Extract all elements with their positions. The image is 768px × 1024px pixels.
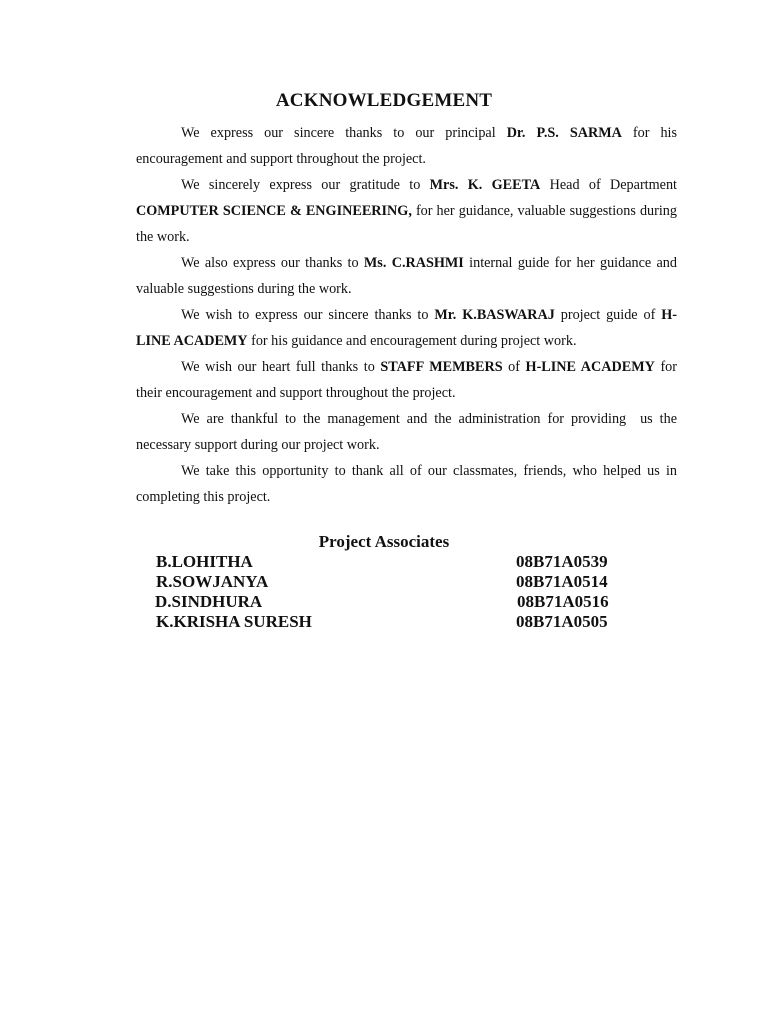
- project-guide-name: Mr. K.BASWARAJ: [434, 307, 555, 323]
- associate-row: [156, 612, 616, 632]
- associates-list: [156, 552, 616, 632]
- associate-name: B.LOHITHA: [156, 552, 253, 571]
- text-run: for her guidance, valuable suggestions during the work.: [136, 203, 677, 245]
- paragraph-hod: [136, 172, 677, 250]
- associate-name: R.SOWJANYA: [156, 572, 269, 591]
- associate-roll-number: 08B71A0539: [516, 552, 608, 571]
- text-run: Head of Department: [540, 177, 677, 193]
- paragraph-staff: [136, 354, 677, 406]
- associate-name: D.SINDHURA: [155, 592, 263, 611]
- academy-name: H-LINE ACADEMY: [136, 307, 677, 349]
- text-run: We wish our heart full thanks to: [181, 359, 381, 375]
- paragraph-management: [136, 406, 681, 458]
- text-run: for his guidance and encouragement during project work.: [247, 333, 577, 349]
- associate-roll-number: 08B71A0516: [517, 592, 609, 611]
- text-run: for his encouragement and support throughout the project.: [136, 125, 677, 167]
- acknowledgement-body: [136, 120, 681, 510]
- associate-row: [156, 572, 616, 592]
- text-run: internal guide for her guidance and valuable suggestions during the work.: [136, 255, 677, 297]
- associate-name: K.KRISHA SURESH: [156, 612, 312, 631]
- internal-guide-name: Ms. C.RASHMI: [363, 255, 464, 271]
- department-name: COMPUTER SCIENCE & ENGINEERING,: [136, 203, 412, 219]
- associate-row: [156, 592, 616, 612]
- hod-name: Mrs. K. GEETA: [429, 177, 541, 193]
- paragraph-principal: [136, 120, 677, 172]
- text-run: We express our sincere thanks to our principal: [181, 125, 507, 141]
- paragraph-classmates: [136, 458, 677, 510]
- text-run: for their encouragement and support throughout the project.: [136, 359, 677, 401]
- text-run: We also express our thanks to: [181, 255, 364, 271]
- academy-name: H-LINE ACADEMY: [525, 359, 655, 375]
- page-title: ACKNOWLEDGEMENT: [275, 90, 493, 111]
- text-run: project guide of: [554, 307, 662, 323]
- paragraph-internal-guide: [136, 250, 677, 302]
- text-run: We are thankful to the management and the administration for providing us the necessary support during our project work.: [136, 411, 681, 453]
- text-run: We sincerely express our gratitude to: [181, 177, 430, 193]
- text-run: We take this opportunity to thank all of our classmates, friends, who helped us in completing this project.: [136, 463, 677, 505]
- associate-roll-number: 08B71A0514: [516, 572, 608, 591]
- text-run: of: [502, 359, 526, 375]
- text-run: We wish to express our sincere thanks to: [181, 307, 435, 323]
- staff-members-label: STAFF MEMBERS: [380, 359, 503, 375]
- principal-name: Dr. P.S. SARMA: [506, 125, 622, 141]
- associates-heading: Project Associates: [318, 532, 450, 551]
- paragraph-project-guide: [136, 302, 677, 354]
- associate-roll-number: 08B71A0505: [516, 612, 608, 631]
- associate-row: [156, 552, 616, 572]
